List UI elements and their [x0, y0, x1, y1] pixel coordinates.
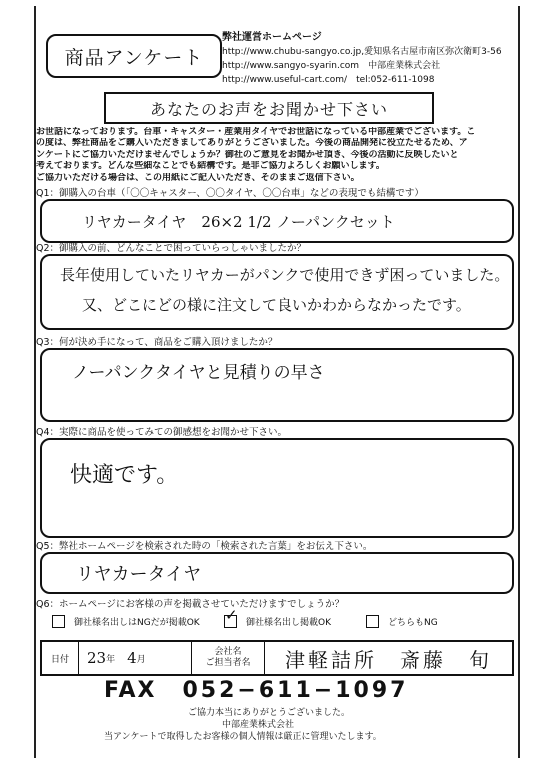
answer-3-text: ノーパンクタイヤと見積りの早さ: [72, 363, 325, 383]
option-3-checkbox[interactable]: [366, 615, 379, 628]
answer-box-2[interactable]: [40, 254, 514, 330]
site-url-2[interactable]: http://www.sangyo-syarin.com: [222, 61, 360, 71]
question-5: Q5：弊社ホームページを検索された時の「検索された言葉」をお伝え下さい。: [36, 541, 373, 552]
intro-line: お世話になっております。台車・キャスター・産業用タイヤでお世話になっている中部産業でございます。こ: [36, 127, 476, 137]
contact-person-label: ご担当者名: [205, 658, 251, 668]
answer-box-3[interactable]: [40, 348, 514, 422]
headline-text: あなたのお声をお聞かせ下さい: [149, 99, 388, 119]
option-2-label: 御社様名出し掲載OK: [246, 618, 331, 628]
date-company-row: [40, 640, 514, 676]
year-unit: 年: [106, 654, 116, 665]
date-month: 4: [127, 649, 137, 667]
answer-box-1[interactable]: [40, 199, 514, 243]
privacy-notice: 当アンケートで取得したお客様の個人情報は厳正に管理いたします。: [104, 732, 382, 742]
fax-label: FAX: [104, 678, 157, 703]
thanks-text: ご協力本当にありがとうございました。: [188, 708, 351, 718]
date-label-cell: [42, 642, 79, 674]
contact-line-2: [222, 58, 440, 71]
date-year: 23: [87, 649, 107, 667]
company-value: 津軽詰所 斎藤 旬: [285, 647, 492, 672]
company-label-cell: [192, 642, 265, 674]
site-url-3[interactable]: http://www.useful-cart.com/: [222, 75, 348, 85]
date-label: 日付: [50, 654, 69, 665]
date-field[interactable]: [79, 642, 192, 674]
intro-line: の度は、弊社商品をご購入いただきましてありがとうございました。今後の商品開発に役立たせるため、ア: [36, 138, 468, 149]
option-3-label: どちらもNG: [388, 618, 438, 628]
answer-box-5[interactable]: [40, 552, 514, 594]
intro-line: ンケートにご協力いただけませんでしょうか？御社のご意見をお聞かせ頂き、今後の活動に反映したいと: [36, 149, 459, 160]
fax-number: 052−611−1097: [182, 678, 409, 703]
company-value-field[interactable]: [265, 642, 512, 674]
option-1-label: 御社様名出しはNGだが掲載OK: [74, 618, 200, 628]
check-mark-icon: ✓: [225, 606, 238, 624]
month-unit: 月: [136, 654, 146, 665]
question-2: Q2：御購入の前、どんなことで困っていらっしゃいましたか？: [36, 243, 307, 254]
company-label: 会社名: [214, 647, 242, 657]
question-1: Q1：御購入の台車（「〇〇キャスター、〇〇タイヤ、〇〇台車」などの表現でも結構です）: [36, 188, 424, 199]
answer-4-text: 快適です。: [70, 463, 179, 488]
answer-2-line-1: 長年使用していたリヤカーがパンクで使用できず困っていました。: [60, 266, 510, 284]
contact-line-3: [222, 72, 434, 85]
answer-5-text: リヤカータイヤ: [76, 564, 202, 585]
answer-1-text: リヤカータイヤ 26×2 1/2 ノーパンクセット: [82, 213, 395, 231]
option-1-checkbox[interactable]: [52, 615, 65, 628]
form-title-box: [46, 34, 222, 78]
headline-box: [104, 92, 434, 124]
site-title: 弊社運営ホームページ: [222, 32, 322, 43]
option-2-checkbox[interactable]: [224, 606, 238, 628]
intro-text: [36, 127, 512, 184]
answer-box-4[interactable]: [40, 438, 514, 538]
q6-options: [40, 606, 510, 630]
question-3: Q3：何が決め手になって、商品をご購入頂けましたか？: [36, 337, 278, 348]
footer-company: 中部産業株式会社: [222, 720, 295, 730]
company-tel: tel:052-611-1098: [356, 75, 435, 85]
site-url-1[interactable]: http://www.chubu-sangyo.co.jp: [222, 47, 362, 57]
question-6: Q6：ホームページにお客様の声を掲載させていただけますでしょうか？: [36, 599, 345, 610]
company-name: 中部産業株式会社: [368, 61, 441, 71]
form-title: 商品アンケート: [64, 46, 204, 69]
intro-line: ご協力いただける場合は、この用紙にご記入いただき、そのままご返信下さい。: [36, 172, 360, 183]
fax-line: [104, 678, 524, 703]
company-address: 愛知県名古屋市南区弥次衛町3-56: [364, 47, 502, 57]
intro-line: 考えております。どんな些細なことでも結構です。是非ご協力よろしくお願いします。: [36, 161, 385, 172]
answer-2-line-2: 又、どこにどの様に注文して良いかわからなかったです。: [82, 296, 471, 314]
question-4: Q4：実際に商品を使ってみての御感想をお聞かせ下さい。: [36, 427, 288, 438]
contact-line-1: http://www.chubu-sangyo.co.jp,愛知県名古屋市南区弥次衛町3-56: [222, 47, 502, 57]
